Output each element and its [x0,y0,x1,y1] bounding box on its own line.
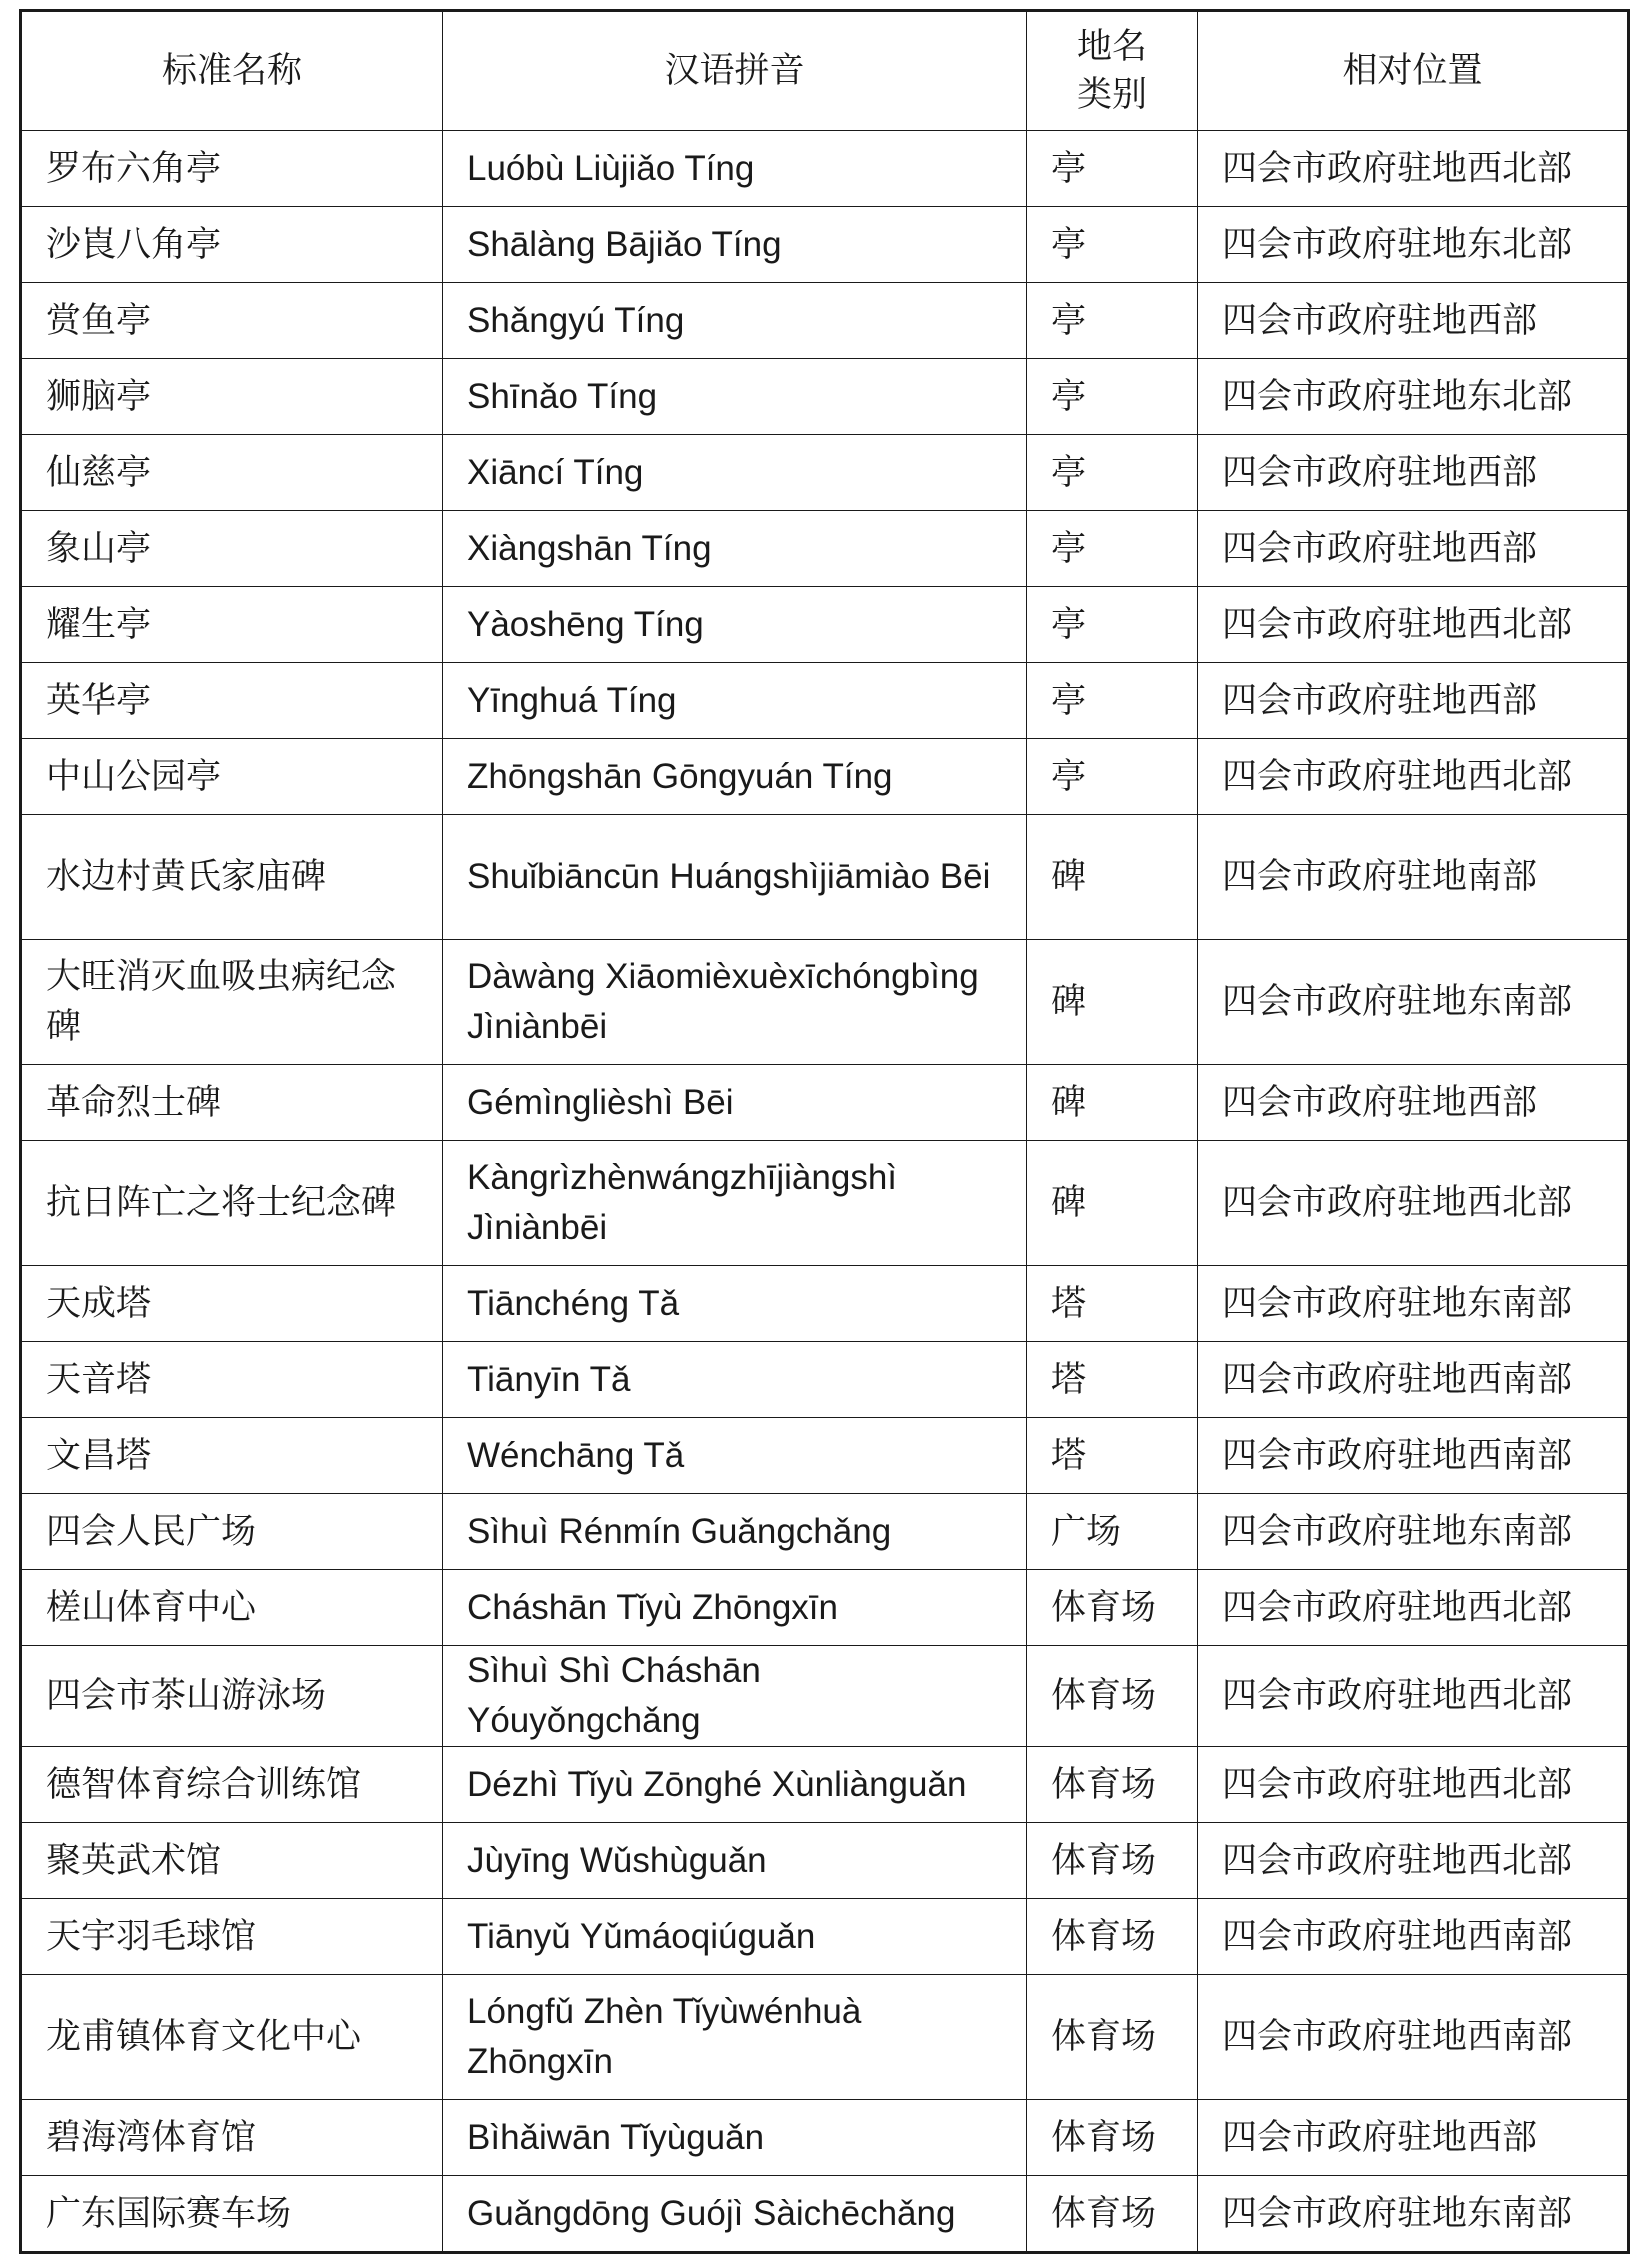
cell-pinyin: Guǎngdōng Guójì Sàichēchǎng [443,2176,1027,2253]
cell-relative-position: 四会市政府驻地西南部 [1198,1418,1629,1494]
cell-pinyin: Yàoshēng Tíng [443,587,1027,663]
table-row [21,1266,1629,1342]
cell-relative-position: 四会市政府驻地西部 [1198,435,1629,511]
cell-relative-position: 四会市政府驻地西南部 [1198,1899,1629,1975]
cell-relative-position: 四会市政府驻地西部 [1198,2100,1629,2176]
cell-pinyin: Zhōngshān Gōngyuán Tíng [443,739,1027,815]
table-row [21,815,1629,940]
table-row [21,587,1629,663]
cell-standard-name: 碧海湾体育馆 [21,2100,443,2176]
cell-place-type: 亭 [1027,739,1198,815]
cell-relative-position: 四会市政府驻地东南部 [1198,940,1629,1065]
cell-relative-position: 四会市政府驻地西部 [1198,1065,1629,1141]
cell-place-type: 亭 [1027,359,1198,435]
cell-standard-name: 抗日阵亡之将士纪念碑 [21,1141,443,1266]
header-place-type-line1: 地名 [1076,27,1147,67]
header-row [21,11,1629,131]
cell-pinyin: Jùyīng Wǔshùguǎn [443,1823,1027,1899]
table-row [21,1065,1629,1141]
cell-pinyin: Sìhuì Rénmín Guǎngchǎng [443,1494,1027,1570]
cell-relative-position: 四会市政府驻地东南部 [1198,1494,1629,1570]
place-name-table [19,9,1630,2254]
cell-standard-name: 文昌塔 [21,1418,443,1494]
cell-pinyin: Dàwàng Xiāomièxuèxīchóngbìng Jìniànbēi [443,940,1027,1065]
table-row [21,511,1629,587]
cell-place-type: 亭 [1027,663,1198,739]
table-row [21,2100,1629,2176]
cell-relative-position: 四会市政府驻地东南部 [1198,2176,1629,2253]
cell-relative-position: 四会市政府驻地西北部 [1198,739,1629,815]
header-place-type-line2: 类别 [1076,75,1147,115]
table-row [21,739,1629,815]
cell-pinyin: Shālàng Bājiǎo Tíng [443,207,1027,283]
cell-relative-position: 四会市政府驻地东南部 [1198,1266,1629,1342]
cell-place-type: 体育场 [1027,1646,1198,1747]
cell-pinyin: Cháshān Tǐyù Zhōngxīn [443,1570,1027,1646]
cell-place-type: 亭 [1027,207,1198,283]
header-place-type [1027,11,1198,131]
table-row [21,1418,1629,1494]
cell-relative-position: 四会市政府驻地西北部 [1198,1570,1629,1646]
cell-pinyin: Gémìnglièshì Bēi [443,1065,1027,1141]
table-row [21,2176,1629,2253]
cell-pinyin: Yīnghuá Tíng [443,663,1027,739]
cell-relative-position: 四会市政府驻地西部 [1198,663,1629,739]
cell-pinyin: Tiānchéng Tǎ [443,1266,1027,1342]
cell-standard-name: 天成塔 [21,1266,443,1342]
cell-place-type: 亭 [1027,435,1198,511]
cell-place-type: 体育场 [1027,2100,1198,2176]
cell-place-type: 碑 [1027,815,1198,940]
cell-standard-name: 象山亭 [21,511,443,587]
cell-place-type: 亭 [1027,131,1198,207]
header-standard-name: 标准名称 [21,11,443,131]
cell-place-type: 体育场 [1027,1899,1198,1975]
table-row [21,1646,1629,1747]
cell-standard-name: 广东国际赛车场 [21,2176,443,2253]
table-row [21,663,1629,739]
cell-pinyin: Sìhuì Shì Cháshān Yóuyǒngchǎng [443,1646,1027,1747]
cell-standard-name: 中山公园亭 [21,739,443,815]
cell-place-type: 塔 [1027,1418,1198,1494]
cell-standard-name: 狮脑亭 [21,359,443,435]
cell-pinyin: Lóngfǔ Zhèn Tǐyùwénhuà Zhōngxīn [443,1975,1027,2100]
table-row [21,1823,1629,1899]
cell-place-type: 体育场 [1027,1747,1198,1823]
header-pinyin: 汉语拼音 [443,11,1027,131]
table-row [21,1747,1629,1823]
cell-relative-position: 四会市政府驻地西北部 [1198,1646,1629,1747]
cell-standard-name: 水边村黄氏家庙碑 [21,815,443,940]
cell-place-type: 碑 [1027,1065,1198,1141]
cell-place-type: 体育场 [1027,2176,1198,2253]
table-row [21,207,1629,283]
cell-relative-position: 四会市政府驻地西南部 [1198,1975,1629,2100]
cell-relative-position: 四会市政府驻地西北部 [1198,1823,1629,1899]
cell-relative-position: 四会市政府驻地南部 [1198,815,1629,940]
cell-place-type: 碑 [1027,1141,1198,1266]
table-row [21,359,1629,435]
cell-pinyin: Dézhì Tǐyù Zōnghé Xùnliànguǎn [443,1747,1027,1823]
table-row [21,1899,1629,1975]
cell-pinyin: Bìhǎiwān Tǐyùguǎn [443,2100,1027,2176]
cell-relative-position: 四会市政府驻地西北部 [1198,131,1629,207]
cell-place-type: 广场 [1027,1494,1198,1570]
cell-relative-position: 四会市政府驻地西北部 [1198,1141,1629,1266]
cell-pinyin: Tiānyǔ Yǔmáoqiúguǎn [443,1899,1027,1975]
cell-standard-name: 聚英武术馆 [21,1823,443,1899]
cell-relative-position: 四会市政府驻地东北部 [1198,207,1629,283]
cell-relative-position: 四会市政府驻地东北部 [1198,359,1629,435]
table-row [21,1570,1629,1646]
cell-pinyin: Xiāncí Tíng [443,435,1027,511]
cell-relative-position: 四会市政府驻地西南部 [1198,1342,1629,1418]
cell-standard-name: 天音塔 [21,1342,443,1418]
table-row [21,1494,1629,1570]
cell-relative-position: 四会市政府驻地西北部 [1198,1747,1629,1823]
cell-standard-name: 天宇羽毛球馆 [21,1899,443,1975]
cell-place-type: 塔 [1027,1342,1198,1418]
cell-pinyin: Tiānyīn Tǎ [443,1342,1027,1418]
cell-standard-name: 槎山体育中心 [21,1570,443,1646]
cell-place-type: 塔 [1027,1266,1198,1342]
cell-standard-name: 英华亭 [21,663,443,739]
cell-place-type: 亭 [1027,283,1198,359]
cell-relative-position: 四会市政府驻地西北部 [1198,587,1629,663]
table-row [21,283,1629,359]
cell-standard-name: 德智体育综合训练馆 [21,1747,443,1823]
cell-standard-name: 大旺消灭血吸虫病纪念碑 [21,940,443,1065]
cell-pinyin: Xiàngshān Tíng [443,511,1027,587]
cell-standard-name: 四会市茶山游泳场 [21,1646,443,1747]
table-row [21,1975,1629,2100]
header-relative-position: 相对位置 [1198,11,1629,131]
cell-standard-name: 仙慈亭 [21,435,443,511]
cell-place-type: 体育场 [1027,1570,1198,1646]
cell-standard-name: 龙甫镇体育文化中心 [21,1975,443,2100]
table-body [21,131,1629,2253]
cell-standard-name: 罗布六角亭 [21,131,443,207]
cell-relative-position: 四会市政府驻地西部 [1198,511,1629,587]
cell-pinyin: Luóbù Liùjiǎo Tíng [443,131,1027,207]
cell-pinyin: Wénchāng Tǎ [443,1418,1027,1494]
table-row [21,131,1629,207]
cell-place-type: 体育场 [1027,1823,1198,1899]
cell-place-type: 亭 [1027,511,1198,587]
cell-place-type: 亭 [1027,587,1198,663]
cell-relative-position: 四会市政府驻地西部 [1198,283,1629,359]
cell-place-type: 碑 [1027,940,1198,1065]
table-row [21,435,1629,511]
table-row [21,1141,1629,1266]
cell-standard-name: 革命烈士碑 [21,1065,443,1141]
cell-standard-name: 四会人民广场 [21,1494,443,1570]
cell-pinyin: Shǎngyú Tíng [443,283,1027,359]
cell-standard-name: 耀生亭 [21,587,443,663]
table-row [21,1342,1629,1418]
cell-standard-name: 赏鱼亭 [21,283,443,359]
cell-pinyin: Shuǐbiāncūn Huángshìjiāmiào Bēi [443,815,1027,940]
cell-standard-name: 沙崀八角亭 [21,207,443,283]
cell-place-type: 体育场 [1027,1975,1198,2100]
cell-pinyin: Kàngrìzhènwángzhījiàngshì Jìniànbēi [443,1141,1027,1266]
cell-pinyin: Shīnǎo Tíng [443,359,1027,435]
table-row [21,940,1629,1065]
